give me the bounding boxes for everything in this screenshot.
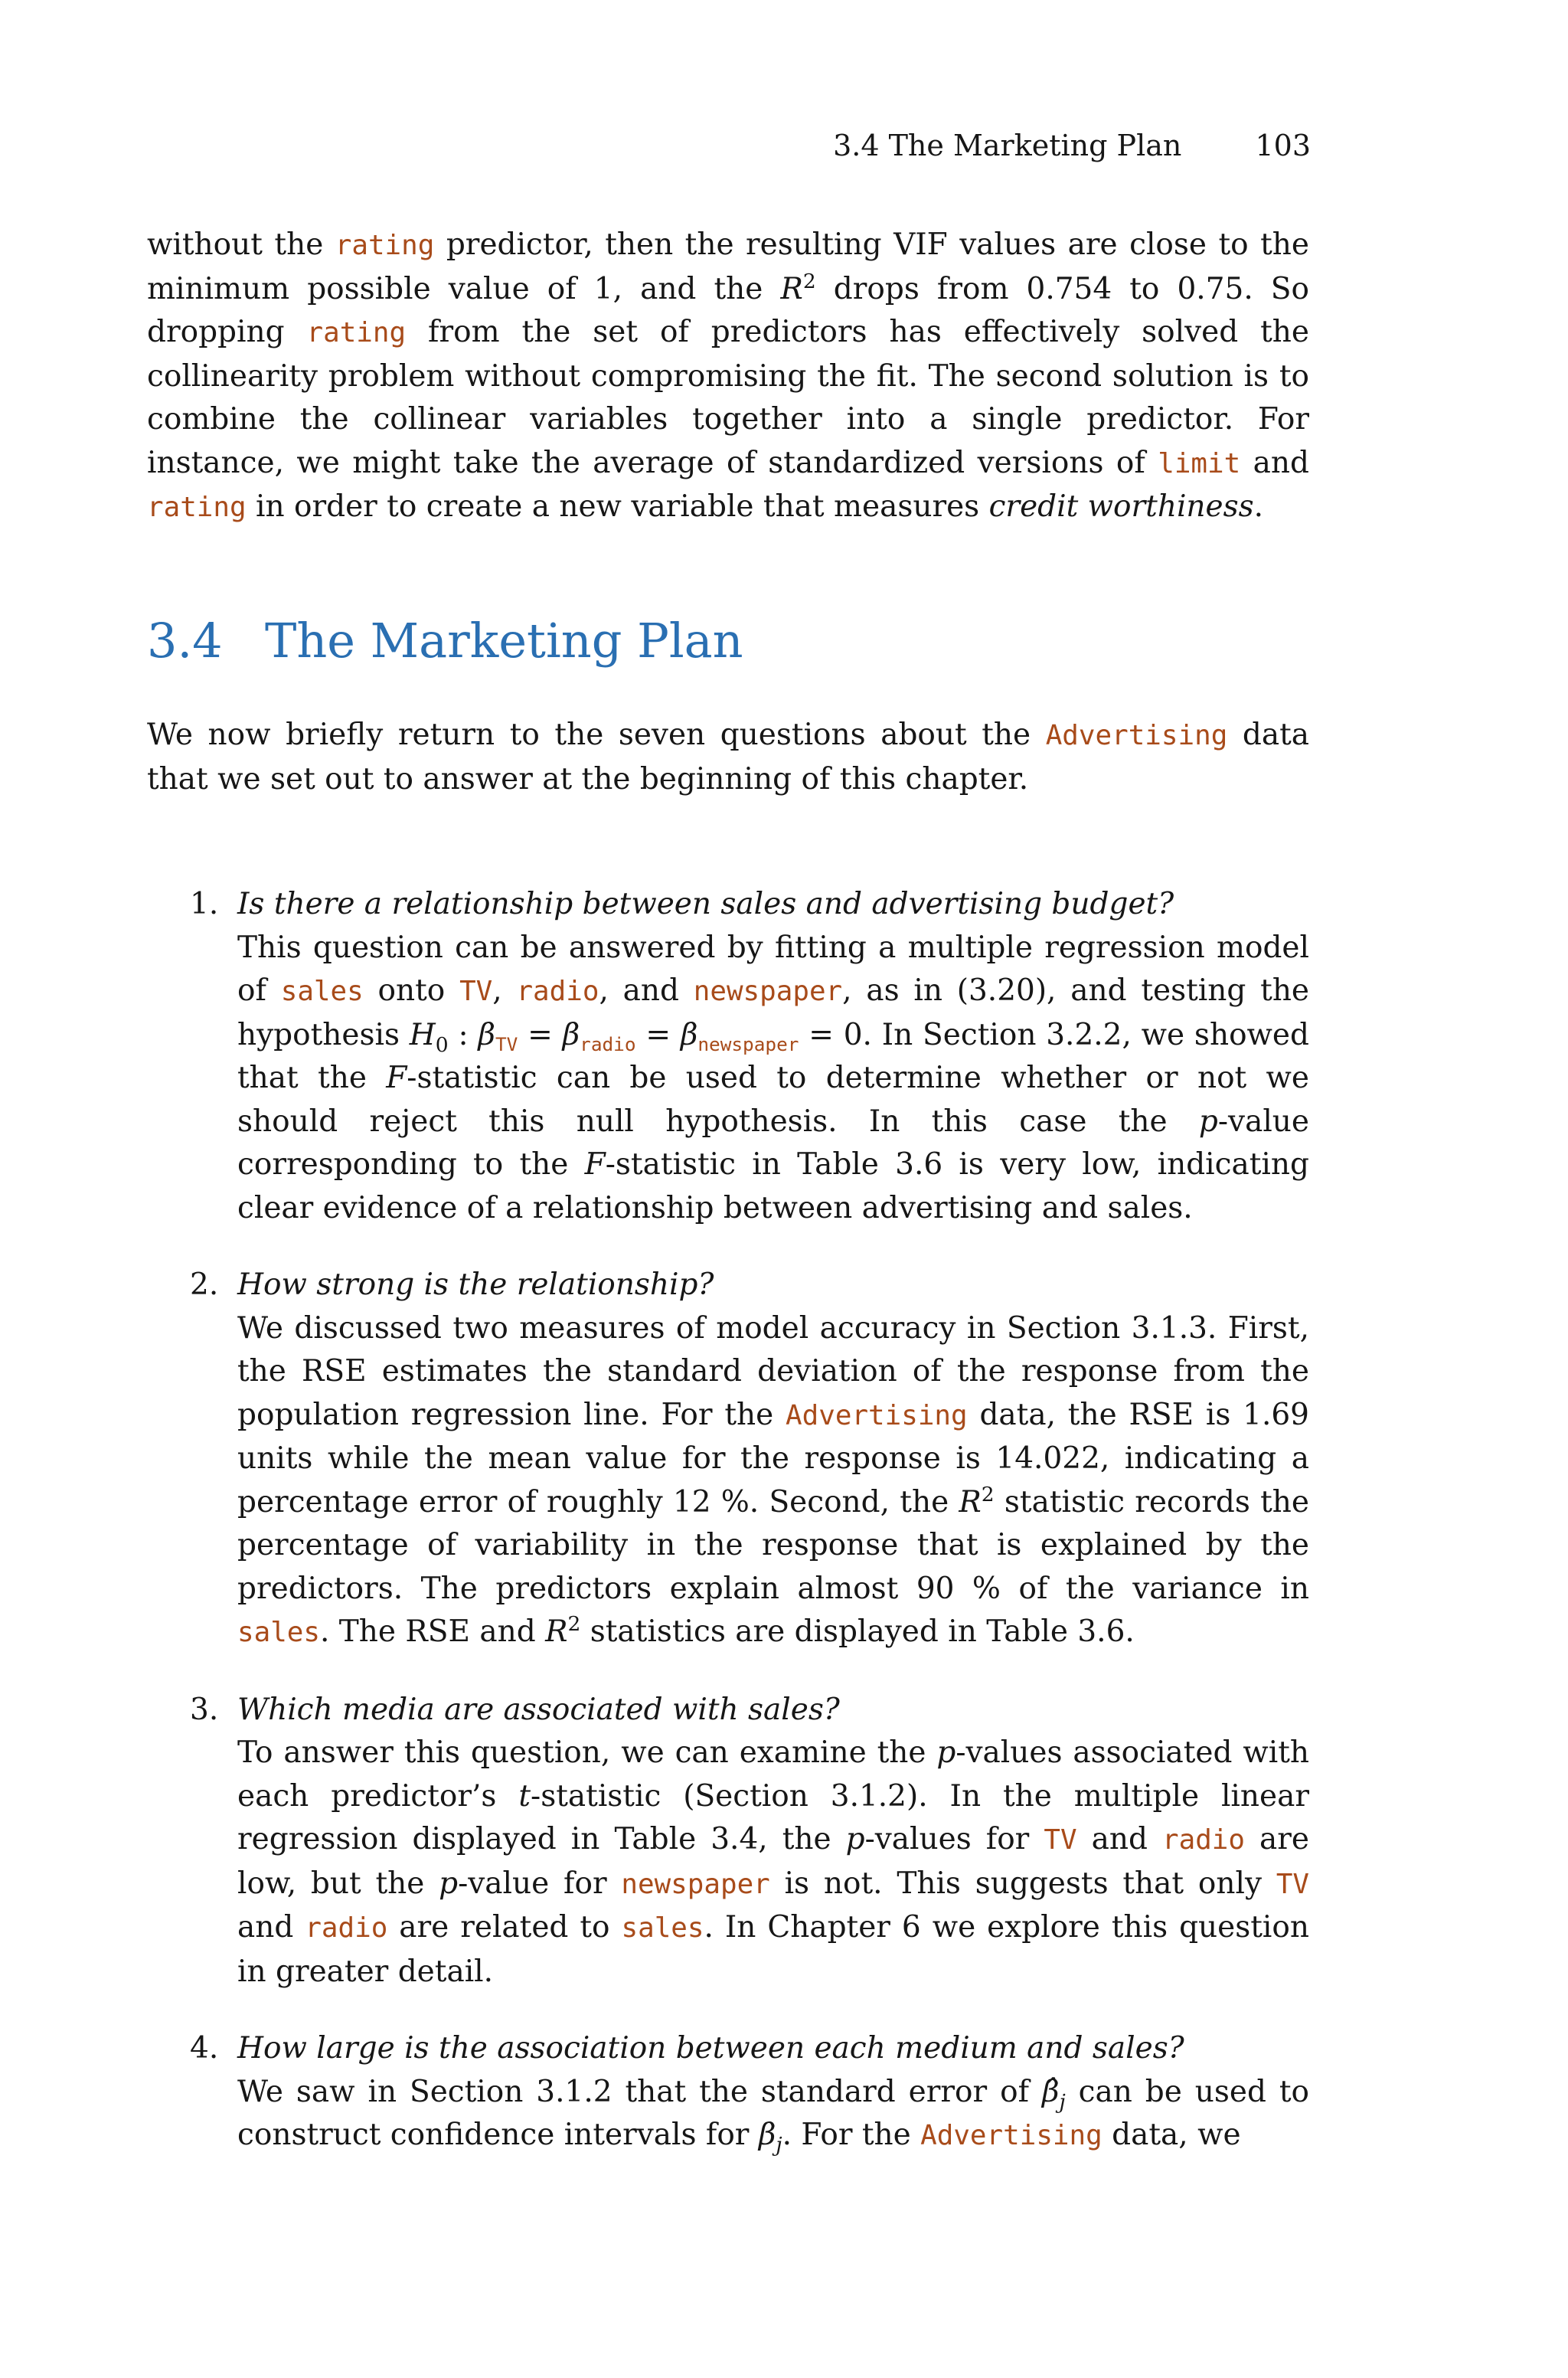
text: . The RSE and: [320, 1614, 546, 1649]
text: To answer this question, we can examine the: [237, 1735, 937, 1770]
text: -values for: [864, 1822, 1044, 1856]
section-title: The Marketing Plan: [265, 613, 743, 669]
text: , as in (3.20), and testing the hypothesis: [237, 973, 1310, 1052]
code-newspaper: newspaper: [621, 1868, 770, 1900]
text: predictor, then the resulting VIF values are close to the minimum possible value of 1, and the: [147, 227, 1309, 306]
text: -value corresponding to the: [237, 1104, 1309, 1182]
math-p: p: [439, 1866, 459, 1901]
text: and: [237, 1910, 305, 1945]
code-rating: rating: [147, 492, 247, 523]
code-advertising: Advertising: [786, 1399, 968, 1431]
code-radio: radio: [1162, 1824, 1245, 1856]
intro-paragraph: [147, 224, 1309, 530]
text: ,: [492, 973, 517, 1008]
math-hypothesis: $H_0$ : $\beta_{TV} = \beta_{radio} = \beta_{newspaper} = 0$: [409, 1017, 863, 1057]
running-header: [833, 129, 1311, 162]
math-beta-hat-j: $\betâ_j$: [1041, 2074, 1066, 2114]
text: This question can be answered by fitting a multiple regression model of: [237, 930, 1309, 1008]
text: -value for: [458, 1866, 622, 1901]
text: data, we: [1102, 2118, 1241, 2152]
question-title: How large is the association between each medium and sales?: [237, 2031, 1184, 2066]
text: in order to create a new variable that measures: [246, 489, 989, 524]
text: and: [1076, 1822, 1162, 1856]
math-f: F: [584, 1147, 606, 1182]
text: . For the: [782, 2118, 921, 2152]
code-sales: sales: [237, 1617, 320, 1648]
header-section-title: 3.4 The Marketing Plan: [833, 129, 1182, 162]
text: are related to: [387, 1910, 622, 1945]
list-item: [147, 883, 1309, 1230]
code-radio: radio: [516, 976, 599, 1007]
emphasis-credit-worthiness: credit worthiness: [988, 489, 1254, 524]
code-tv: TV: [1044, 1824, 1077, 1856]
math-p: p: [1198, 1104, 1218, 1139]
text: from the set of predictors has effectively solved the collinearity problem without compromising the fit. The second solution is to combine the collinear variables together into a single predictor. For instance, we might take the average of standardized versions of: [147, 315, 1309, 480]
code-rating: rating: [335, 230, 435, 261]
section-number: 3.4: [147, 613, 223, 669]
text: data, the RSE is 1.69 units while the mean value for the response is 14.022, indicating a percentage error of roughly 12 %. Second, the: [237, 1397, 1309, 1519]
text: We discussed two measures of model accuracy in Section 3.1.3. First, the RSE estimates the standard deviation of the response from the population regression line. For the: [237, 1310, 1309, 1432]
text: can be used to construct confidence intervals for: [237, 2074, 1309, 2152]
text: . In Section 3.2.2, we showed that the: [237, 1017, 1309, 1095]
section-intro-paragraph: [147, 714, 1309, 801]
math-p: p: [845, 1822, 865, 1856]
text: -statistic (Section 3.1.2). In the multiple linear regression displayed in Table 3.4, the: [237, 1778, 1309, 1856]
code-sales: sales: [621, 1912, 704, 1944]
text: is not. This suggests that only: [769, 1866, 1276, 1901]
text: are low, but the: [237, 1822, 1310, 1901]
question-title: Is there a relationship between sales and advertising budget?: [237, 887, 1174, 921]
math-r-squared: $R^2$: [959, 1482, 995, 1519]
math-f: F: [386, 1061, 407, 1095]
math-r-squared: $R^2$: [545, 1612, 581, 1649]
code-tv: TV: [459, 976, 493, 1007]
text: statistics are displayed in Table 3.6.: [580, 1614, 1135, 1649]
list-item: [147, 2027, 1309, 2158]
text: -statistic in Table 3.6 is very low, indicating clear evidence of a relationship between advertising and sales.: [237, 1147, 1309, 1225]
list-item: [147, 1689, 1309, 1994]
code-advertising: Advertising: [1045, 720, 1228, 751]
code-tv: TV: [1276, 1868, 1310, 1900]
math-r-squared: $R^2$: [780, 269, 816, 306]
text: .: [1253, 489, 1264, 524]
text: We saw in Section 3.1.2 that the standard error of: [237, 2074, 1042, 2109]
text: and: [1240, 445, 1309, 480]
code-advertising: Advertising: [920, 2120, 1102, 2151]
section-heading: [147, 613, 743, 669]
code-radio: radio: [305, 1912, 388, 1944]
questions-list: [147, 883, 1309, 2192]
text: We now briefly return to the seven questions about the: [147, 718, 1046, 752]
question-title: How strong is the relationship?: [237, 1268, 714, 1302]
text: statistic records the percentage of variability in the response that is explained by the predictors. The predictors explain almost 90 % of the variance in: [237, 1484, 1309, 1606]
code-rating: rating: [306, 317, 407, 348]
code-limit: limit: [1158, 447, 1241, 479]
math-t: t: [518, 1778, 531, 1814]
code-newspaper: newspaper: [693, 976, 843, 1007]
text: , and: [599, 973, 694, 1008]
text: data that we set out to answer at the beginning of this chapter.: [147, 718, 1309, 796]
code-sales: sales: [280, 976, 364, 1007]
math-beta-j: $\beta_j$: [758, 2118, 782, 2157]
text: without the: [147, 227, 335, 262]
text: drops from 0.754 to 0.75. So dropping: [147, 271, 1309, 349]
item-number: 2.: [190, 1268, 219, 1302]
text: -statistic can be used to determine whether or not we should reject this null hypothesis. In this case the: [237, 1061, 1309, 1139]
list-item: [147, 1264, 1309, 1655]
question-title: Which media are associated with sales?: [237, 1692, 840, 1727]
item-number: 3.: [190, 1692, 219, 1727]
item-number: 1.: [190, 887, 219, 921]
item-number: 4.: [190, 2031, 219, 2066]
page-number: 103: [1255, 129, 1311, 162]
text: . In Chapter 6 we explore this question in greater detail.: [237, 1910, 1309, 1989]
text: onto: [363, 973, 460, 1008]
math-p: p: [936, 1735, 956, 1770]
text: -values associated with each predictor’s: [237, 1735, 1309, 1814]
